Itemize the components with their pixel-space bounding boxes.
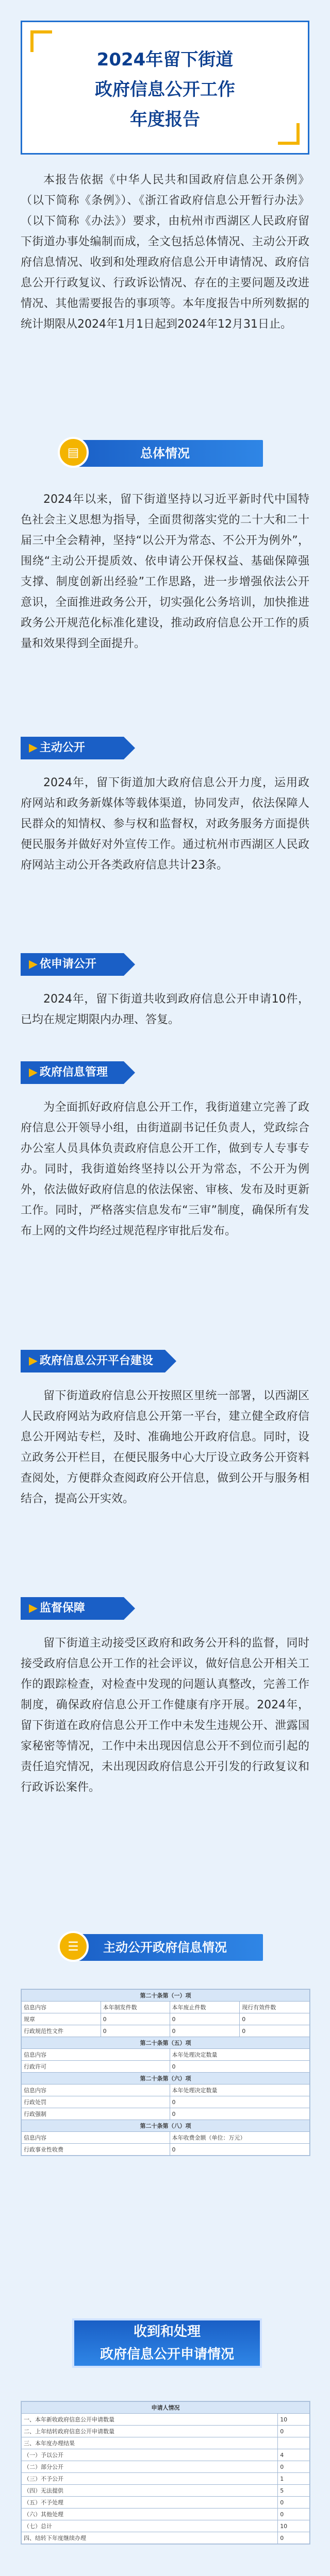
table-row-value: 0 — [278, 2426, 310, 2437]
table-row-label: （三）不予公开 — [22, 2473, 278, 2485]
section-requests-title-2: 政府信息公开申请情况 — [100, 2347, 234, 2362]
table-cell: 行政规范性文件 — [22, 2025, 101, 2037]
table-row-label: （二）部分公开 — [22, 2461, 278, 2473]
active-disclosure-table — [21, 1989, 310, 2156]
table-row-value: 1 — [278, 2473, 310, 2485]
table-cell: 0 — [170, 2096, 309, 2108]
group-4-col-1: 信息内容 — [22, 2132, 170, 2144]
supervision-text: 留下街道主动接受区政府和政务公开科的监督，同时接受政府信息公开工作的社会评议，做好信息公开相关工作的跟踪检查，对检查中发现的问题认真整改，完善工作制度，确保政府信息公开工作健康有序开展。2024年，留下街道在政府信息公开工作中未发生违规公开、泄露国家秘密等情况，工作中未出现因信息公开不到位而引起的责任追究情况，未出现因政府信息公开引发的行政复议和行政诉讼案件。 — [21, 1637, 309, 1794]
table-cell: 规章 — [22, 2013, 101, 2025]
section-active-table-title: 主动公开政府信息情况 — [67, 1934, 263, 1961]
group-4-col-2: 本年收费金额（单位：万元） — [170, 2132, 309, 2144]
group-2-col-1: 信息内容 — [22, 2049, 170, 2061]
platform-text: 留下街道政府信息公开按照区里统一部署，以西湖区人民政府网站为政府信息公开第一平台，建立健全政府信息公开网站专栏，及时、准确地公开政府信息。同时，设立政务公开栏目，在便民服务中心大厅设立政务公开资料查阅处，方便群众查阅政府公开信息，做到公开与服务相结合，提高公开实效。 — [21, 1389, 309, 1505]
intro-paragraph: 本报告依据《中华人民共和国政府信息公开条例》（以下简称《条例》）、《浙江省政府信息公开暂行办法》（以下简称《办法》）要求，由杭州市西湖区人民政府留下街道办事处编制而成，全文包括总体情况、主动公开政府信息情况、收到和处理政府信息公开申请情况、政府信息公开行政复议、行政诉讼情况、存在的主要问题及改进情况、其他需要报告的事项等。本年度报告中所列数据的统计期限从2024年1月1日起到2024年12月31日止。 — [21, 174, 309, 331]
overview-intro: 2024年以来，留下街道坚持以习近平新时代中国特色社会主义思想为指导，全面贯彻落实党的二十大和二十届三中全会精神，坚持“以公开为常态、不公开为例外”，围绕“主动公开提质效、依申请公开保权益、基础保障强支撑、制度创新出经验”工作思路，进一步增强依法公开意识，全面推进政务公开，切实强化公务培训，加快推进政务公开规范化标准化建设，推动政府信息公开工作的质量和效果得到全面提升。 — [21, 493, 309, 650]
section-overview-header — [0, 433, 330, 474]
group-1-col-2: 本年制发件数 — [101, 2002, 170, 2013]
title-line-2: 政府信息公开工作 — [95, 79, 235, 100]
tag-supervision: ▶ 监督保障 — [21, 1597, 124, 1620]
table-cell: 行政许可 — [22, 2061, 170, 2073]
table-cell: 0 — [101, 2025, 170, 2037]
table-row-label: （六）其他处理 — [22, 2509, 278, 2520]
table-row-label: （一）予以公开 — [22, 2449, 278, 2461]
section-requests-title-1: 收到和处理 — [133, 2324, 201, 2340]
table-cell: 0 — [170, 2144, 309, 2156]
table-row-value: 0 — [278, 2461, 310, 2473]
table-row-label: （四）无法提供 — [22, 2485, 278, 2497]
group-4-header: 第二十条第（八）项 — [22, 2120, 310, 2132]
table-cell: 0 — [170, 2061, 309, 2073]
table-cell: 行政强制 — [22, 2108, 170, 2120]
table-row-value: 10 — [278, 2414, 310, 2426]
group-1-col-3: 本年废止件数 — [170, 2002, 240, 2013]
report-title-card — [21, 21, 309, 155]
title-line-3: 年度报告 — [130, 109, 200, 130]
table-row-value: 0 — [278, 2497, 310, 2509]
table-cell: 行政处罚 — [22, 2096, 170, 2108]
group-1-col-1: 信息内容 — [22, 2002, 101, 2013]
table-row-value: 10 — [278, 2520, 310, 2532]
table-cell: 0 — [170, 2108, 309, 2120]
table-row-value: 5 — [278, 2485, 310, 2497]
document-icon: ▤ — [58, 437, 89, 468]
group-2-col-2: 本年处理决定数量 — [170, 2049, 309, 2061]
request-disclosure-text: 2024年，留下街道共收到政府信息公开申请10件，已均在规定期限内办理、答复。 — [21, 993, 309, 1026]
table-cell: 0 — [170, 2013, 240, 2025]
list-icon: ☰ — [58, 1931, 89, 1962]
table-cell: 0 — [240, 2025, 310, 2037]
table-row-value — [278, 2437, 310, 2449]
title-line-1: 2024年留下街道 — [96, 49, 234, 70]
group-1-col-4: 现行有效件数 — [240, 2002, 310, 2013]
section-requests-header — [72, 2318, 262, 2368]
tag-info-management: ▶ 政府信息管理 — [21, 1061, 124, 1084]
table-row-value: 4 — [278, 2449, 310, 2461]
requests-table — [21, 2401, 310, 2545]
section-overview-title: 总体情况 — [67, 440, 263, 467]
table-row-label: 一、本年新收政府信息公开申请数量 — [22, 2414, 278, 2426]
table-row-label: 四、结转下年度继续办理 — [22, 2532, 278, 2544]
info-management-text: 为全面抓好政府信息公开工作，我街道建立完善了政府信息公开领导小组，由街道副书记任负责人，党政综合办公室人员具体负责政府信息公开工作，做到专人专事专办。同时，我街道始终坚持以公开为常态，不公开为例外，依法做好政府信息的依法保密、审核、发布及时更新工作。同时，严格落实信息发布“三审”制度，确保所有发布上网的文件均经过规范程序审批后发布。 — [21, 1101, 309, 1238]
requests-col-header: 申请人情况 — [22, 2402, 310, 2414]
section-active-table-header — [0, 1927, 330, 1968]
table-cell: 0 — [101, 2013, 170, 2025]
table-row-value: 0 — [278, 2532, 310, 2544]
table-row-value: 0 — [278, 2509, 310, 2520]
table-cell: 0 — [170, 2025, 240, 2037]
table-row-label: （七）总计 — [22, 2520, 278, 2532]
table-row-label: （五）不予处理 — [22, 2497, 278, 2509]
tag-active-disclosure: ▶ 主动公开 — [21, 737, 124, 759]
table-row-label: 二、上年结转政府信息公开申请数量 — [22, 2426, 278, 2437]
active-disclosure-text: 2024年，留下街道加大政府信息公开力度，运用政府网站和政务新媒体等载体渠道，协同发声，依法保障人民群众的知情权、参与权和监督权，对政务服务方面提供便民服务并做好对外宣传工作。通过杭州市西湖区人民政府网站主动公开各类政府信息共计23条。 — [21, 776, 309, 872]
group-3-header: 第二十条第（六）项 — [22, 2073, 310, 2084]
table-cell: 0 — [240, 2013, 310, 2025]
group-3-col-1: 信息内容 — [22, 2084, 170, 2096]
table-cell: 行政事业性收费 — [22, 2144, 170, 2156]
group-1-header: 第二十条第（一）项 — [22, 1990, 310, 2002]
group-3-col-2: 本年处理决定数量 — [170, 2084, 309, 2096]
tag-request-disclosure: ▶ 依申请公开 — [21, 953, 124, 976]
group-2-header: 第二十条第（五）项 — [22, 2037, 310, 2049]
tag-platform: ▶ 政府信息公开平台建设 — [21, 1350, 165, 1372]
table-row-label: 三、本年度办理结果 — [22, 2437, 278, 2449]
